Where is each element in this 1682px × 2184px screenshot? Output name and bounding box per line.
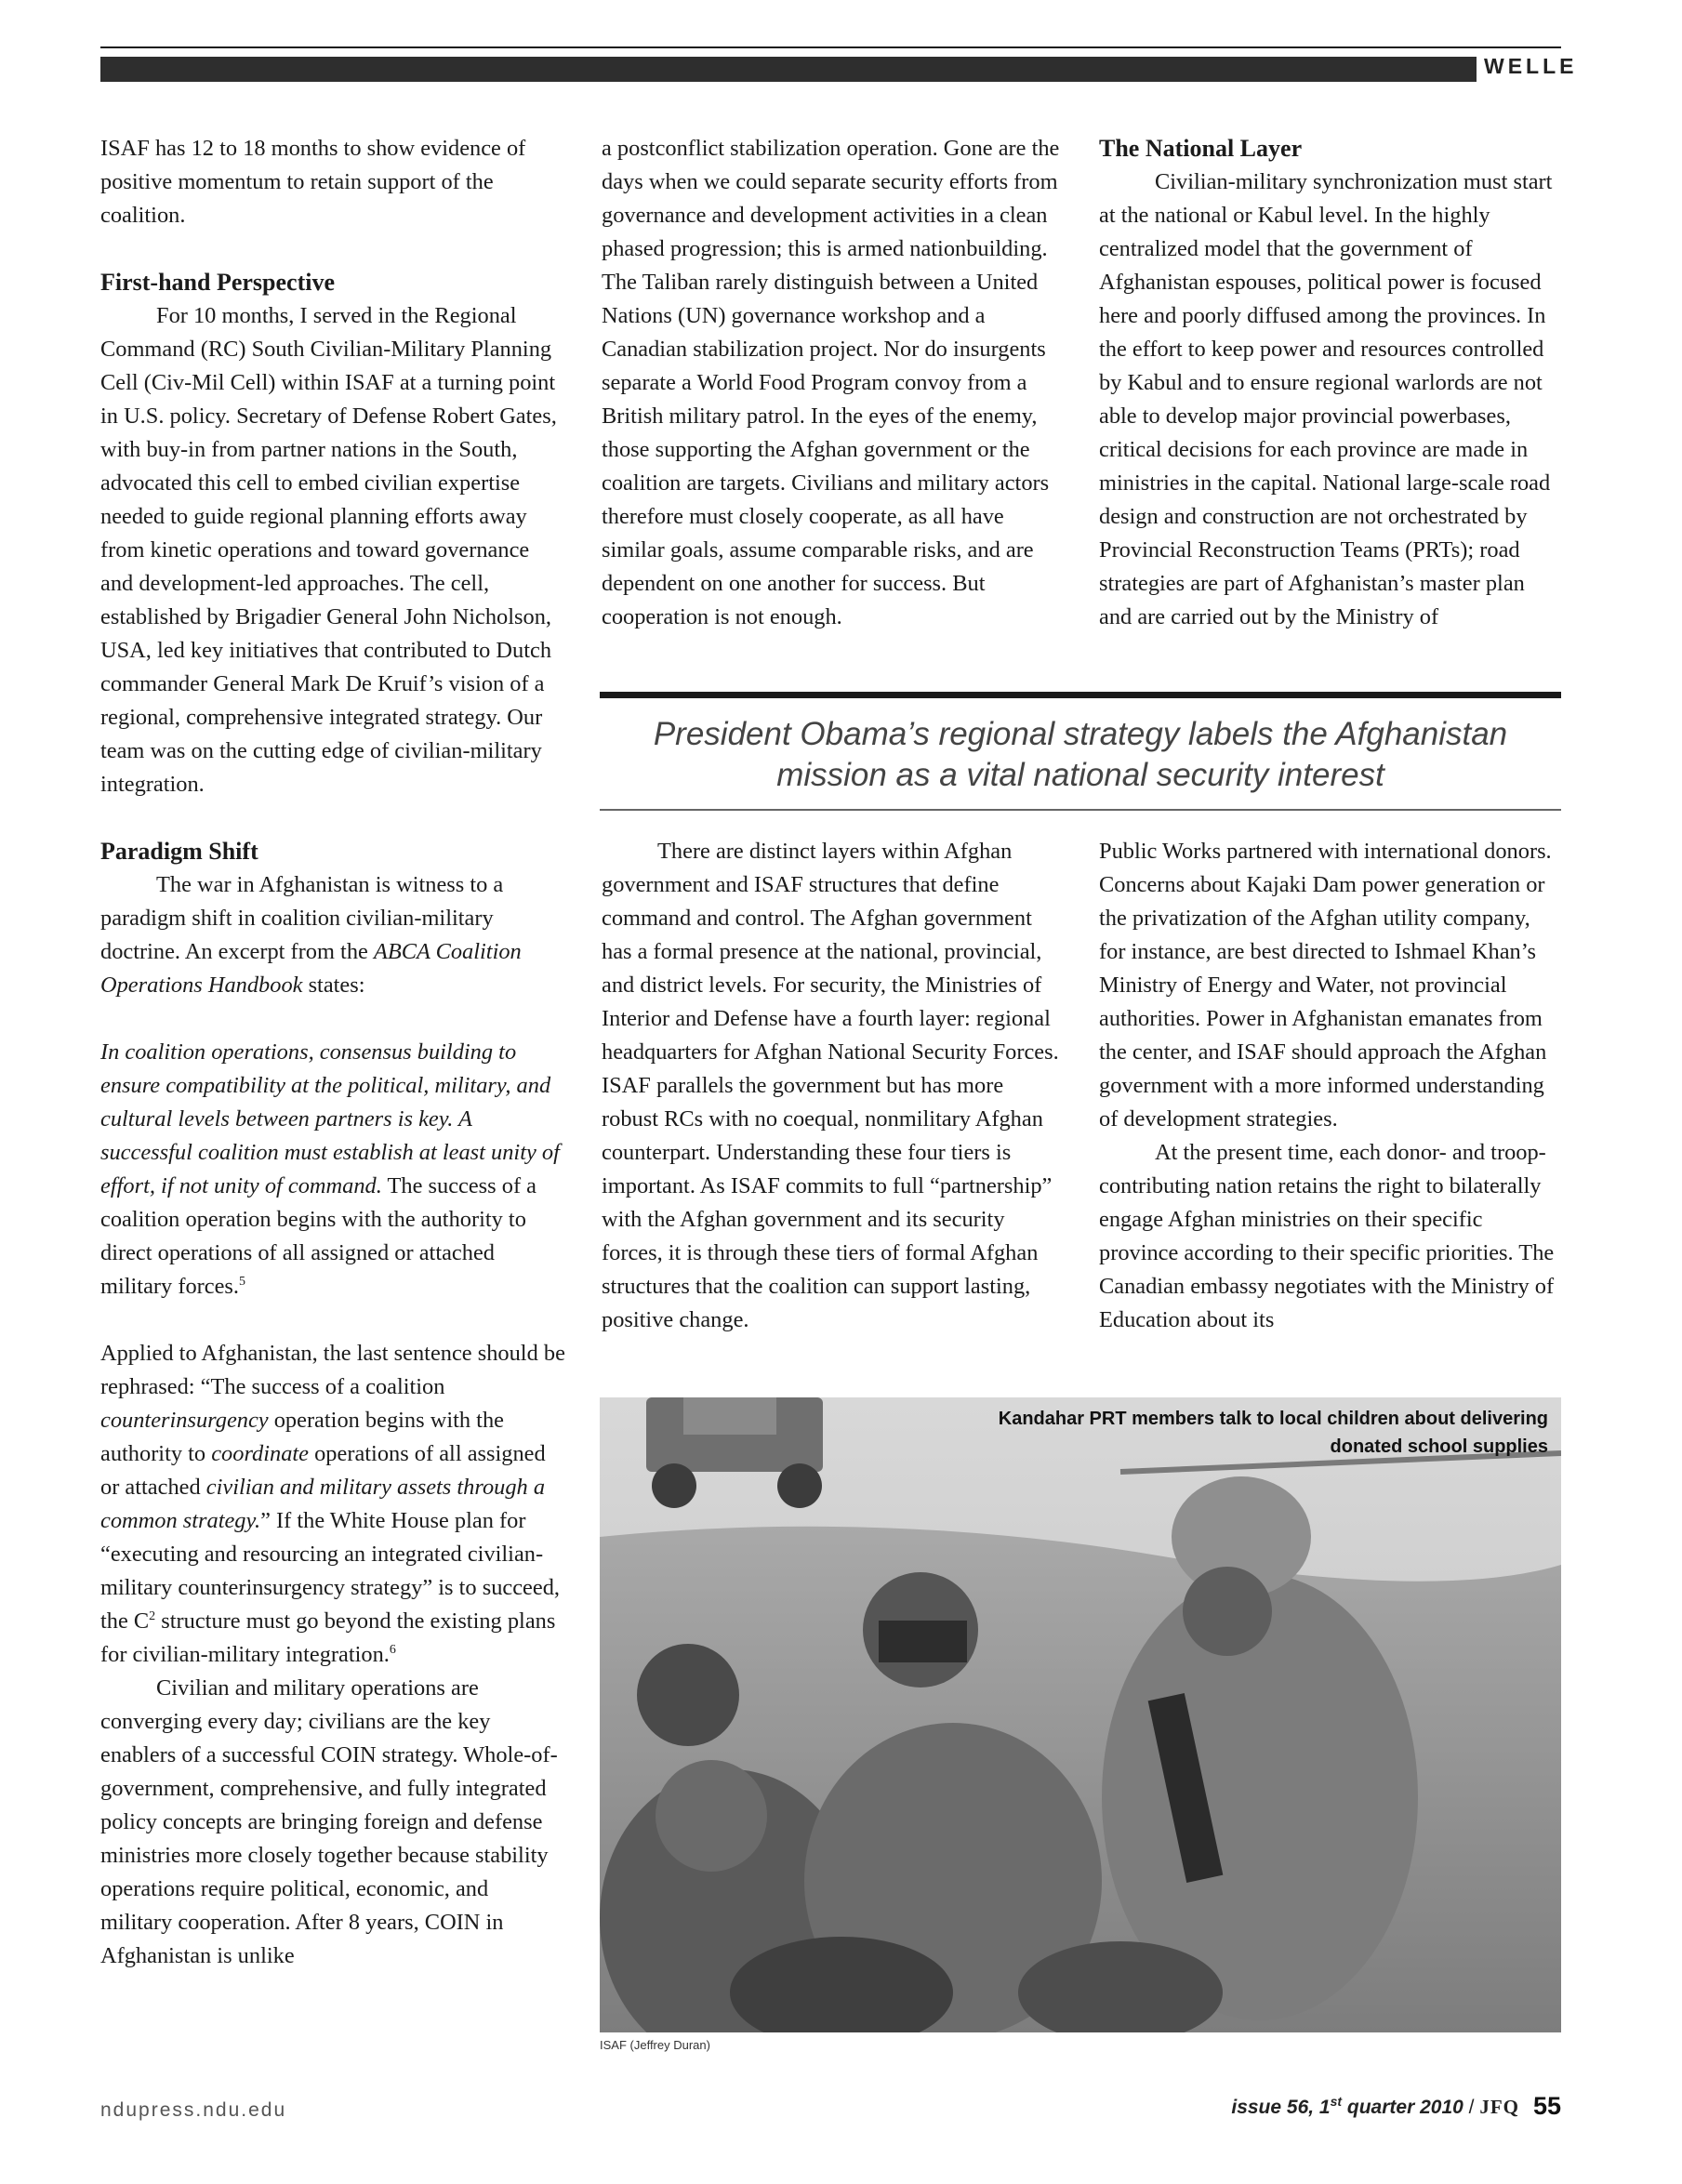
text-run: structure must go beyond the existing plans for civilian-military integration. [100,1608,556,1667]
paragraph [100,1337,565,1672]
footnote-ref: 6 [389,1642,396,1657]
italic-title: ABCA Coalition Operations Handbook [100,939,522,998]
issue-text [1231,2094,1463,2118]
block-quote [100,1036,565,1304]
paragraph: Civilian-military synchronization must start at the national or Kabul level. In the highly centralized model that the government of Afghanistan espouses, political power is focused here and poorly diffused among the provinces. In the effort to keep power and resources controlled by Kabul and to ensure regional warlords are not able to develop major provincial powerbases, critical decisions for each province are made in ministries in the capital. National large-scale road design and construction are not orchestrated by Provincial Reconstruction Teams (PRTs); road strategies are part of Afghanistan’s master plan and are carried out by the Ministry of [1099,169,1553,629]
photo-image [600,1397,1561,2032]
footnote-ref: 5 [239,1274,245,1289]
issue-sup: st [1330,2094,1343,2109]
paragraph: At the present time, each donor- and troop-contributing nation retains the right to bilaterally engage Afghan ministries on their specific province according to their specific priorities. The Canadian embassy negotiates with the Ministry of Education about its [1099,1140,1555,1332]
page-number: 55 [1532,2092,1561,2120]
pullquote-rule-bottom [600,809,1561,811]
text-run: The war in Afghanistan is witness to a paradigm shift in coalition civilian-military doctrine. An excerpt from the [100,872,504,964]
column-middle-bottom [602,835,1065,1337]
italic-run: coordinate [211,1441,310,1466]
section-heading: First-hand Perspective [100,269,336,296]
paragraph: For 10 months, I served in the Regional Command (RC) South Civilian-Military Planning Cell (Civ-Mil Cell) within ISAF at a turning point in U.S. policy. Secretary of Defense Robert Gates, with buy-in from partner nations in the South, advocated this cell to embed civilian expertise needed to guide regional planning efforts away from kinetic operations and toward governance and development-led approaches. The cell, established by Brigadier General John Nicholson, USA, led key initiatives that contributed to Dutch commander General Mark De Kruif’s vision of a regional, comprehensive integrated strategy. Our team was on the cutting edge of civilian-military integration. [100,303,557,797]
italic-run: counterinsurgency [100,1408,269,1433]
running-head: WELLE [1484,54,1578,78]
paragraph: There are distinct layers within Afghan government and ISAF structures that define command and control. The Afghan government has a formal presence at the national, provincial, and district levels. For security, the Ministries of Interior and Defense have a fourth layer: regional headquarters for Afghan National Security Forces. ISAF parallels the government but has more robust RCs with no coequal, nonmilitary Afghan counterpart. Understanding these four tiers is important. As ISAF commits to full “partnership” with the Afghan government and its security forces, it is through these tiers of formal Afghan structures that the coalition can support lasting, positive change. [602,839,1059,1332]
quote-italic: In coalition operations, consensus building to ensure compatibility at the political, military, and cultural levels between partners is key. A successful coalition must establish at least unity of effort, if not unity of command. [100,1039,560,1198]
text-run: operation begins with the authority to [100,1408,504,1466]
section-heading: Paradigm Shift [100,838,258,865]
paragraph: ISAF has 12 to 18 months to show evidence of positive momentum to retain support of the coalition. [100,136,526,228]
header-bar [100,57,1477,82]
photo [600,1397,1561,2032]
column-right-bottom [1099,835,1561,1337]
photo-caption: Kandahar PRT members talk to local children about delivering donated school supplies [998,1409,1548,1457]
quote-plain: The success of a coalition operation begins with the authority to direct operations of all assigned or attached military forces. [100,1173,536,1299]
footer-issue [1231,2096,1519,2119]
pullquote: President Obama’s regional strategy labels the Afghanistan mission as a vital national security interest [653,716,1508,793]
paragraph: Civilian and military operations are converging every day; civilians are the key enablers of a successful COIN strategy. Whole-of-government, comprehensive, and fully integrated policy concepts are bringing foreign and defense ministries more closely together because stability operations require political, economic, and military cooperation. After 8 years, COIN in Afghanistan is unlike [100,1675,558,1968]
pullquote-rule-top [600,692,1561,698]
text-run: operations of all assigned or attached [100,1441,546,1500]
photo-credit: ISAF (Jeffrey Duran) [600,2038,710,2052]
column-left [100,132,565,1973]
text-run: ” If the White House plan for “executing and resourcing an integrated civilian-military counterinsurgency strategy” is to succeed, the C [100,1508,560,1634]
issue-quarter: quarter 2010 [1342,2097,1463,2118]
text-run: Applied to Afghanistan, the last sentence should be rephrased: “The success of a coalition [100,1341,565,1399]
paragraph: a postconflict stabilization operation. Gone are the days when we could separate security efforts from governance and development activities in a clean phased progression; this is armed nationbuilding. The Taliban rarely distinguish between a United Nations (UN) governance workshop and a Canadian stabilization project. Nor do insurgents separate a World Food Program convoy from a British military patrol. In the eyes of the enemy, those supporting the Afghan government or the coalition are targets. Civilians and military actors therefore must closely cooperate, as all have similar goals, assume comparable risks, and are dependent on one another for success. But cooperation is not enough. [602,136,1060,629]
footer-site: ndupress.ndu.edu [100,2099,287,2121]
section-heading: The National Layer [1099,135,1303,162]
column-right-top [1099,132,1561,634]
paragraph [100,868,565,1002]
superscript: 2 [149,1608,156,1623]
column-middle-top [602,132,1065,634]
italic-run: civilian and military assets through a common strategy. [100,1475,546,1533]
header-rule [100,46,1561,48]
journal-name: JFQ [1479,2096,1519,2118]
issue-number: issue 56, 1 [1231,2097,1331,2118]
footer-separator: / [1463,2097,1480,2118]
text-run: states: [302,973,365,998]
paragraph: Public Works partnered with international donors. Concerns about Kajaki Dam power generation or the privatization of the Afghan utility company, for instance, are best directed to Ishmael Khan’s Ministry of Energy and Water, not provincial authorities. Power in Afghanistan emanates from the center, and ISAF should approach the Afghan government with a more informed understanding of development strategies. [1099,839,1552,1132]
